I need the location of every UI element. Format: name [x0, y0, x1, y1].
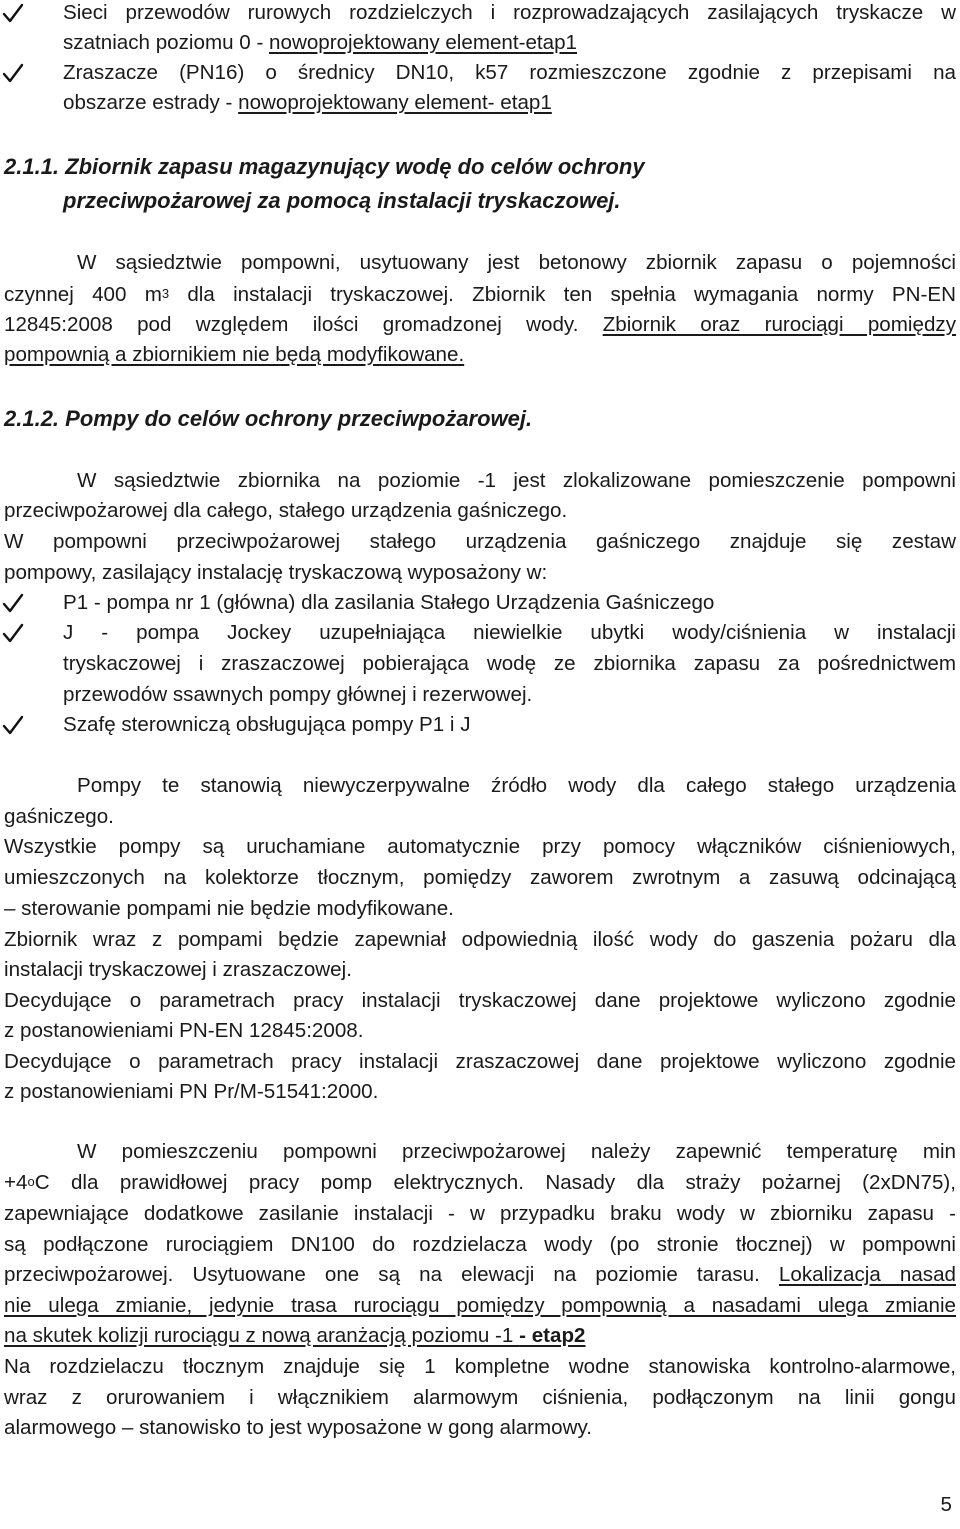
- paragraph-line: Decydujące o parametrach pracy instalacji zraszaczowej dane projektowe wyliczono zgodnie: [4, 1050, 956, 1073]
- paragraph-line: 12845:2008 pod względem ilości gromadzonej wody. Zbiornik oraz rurociągi pomiędzy: [4, 313, 956, 336]
- paragraph-line: Pompy te stanowią niewyczerpywalne źródło wody dla całego stałego urządzenia: [77, 774, 956, 797]
- section-heading: przeciwpożarowej za pomocą instalacji tryskaczowej.: [63, 188, 621, 213]
- page-number: 5: [940, 1493, 952, 1516]
- paragraph-line: pompowy, zasilający instalację tryskaczową wyposażony w:: [4, 561, 548, 584]
- paragraph-line: W pompowni przeciwpożarowej stałego urządzenia gaśniczego znajduje się zestaw: [4, 530, 956, 553]
- paragraph-line: wraz z orurowaniem i włącznikiem alarmowym ciśnienia, podłączonym na linii gongu: [4, 1386, 956, 1409]
- paragraph-line: Decydujące o parametrach pracy instalacji tryskaczowej dane projektowe wyliczono zgodnie: [4, 989, 956, 1012]
- checkmark-icon: [2, 62, 24, 84]
- list-item-text: P1 - pompa nr 1 (główna) dla zasilania Stałego Urządzenia Gaśniczego: [63, 591, 715, 614]
- paragraph-line: są podłączone rurociągiem DN100 do rozdzielacza wody (po stronie tłocznej) w pompowni: [4, 1233, 956, 1256]
- paragraph-line: umieszczonych na kolektorze tłocznym, pomiędzy zaworem zwrotnym a zasuwą odcinającą: [4, 866, 956, 889]
- paragraph-line: – sterowanie pompami nie będzie modyfikowane.: [4, 897, 454, 920]
- paragraph-line: W sąsiedztwie zbiornika na poziomie -1 jest zlokalizowane pomieszczenie pompowni: [77, 469, 956, 492]
- paragraph-line: nie ulega zmianie, jedynie trasa rurociągu pomiędzy pompownią a nasadami ulega zmianie: [4, 1294, 956, 1317]
- checkmark-icon: [2, 622, 24, 644]
- paragraph-line: instalacji tryskaczowej i zraszaczowej.: [4, 958, 352, 981]
- paragraph-line: pompownią a zbiornikiem nie będą modyfikowane.: [4, 343, 465, 366]
- paragraph-line: $+4^oC$ dla prawidłowej pracy pomp elektrycznych. Nasady dla straży pożarnej (2xDN75),: [4, 1171, 956, 1194]
- list-item-text: Szafę sterowniczą obsługująca pompy P1 i J: [63, 713, 471, 736]
- paragraph-line: przeciwpożarowej dla całego, stałego urządzenia gaśniczego.: [4, 499, 568, 522]
- section-heading: 2.1.1. Zbiornik zapasu magazynujący wodę do celów ochrony: [4, 154, 645, 179]
- paragraph-line: czynnej 400 $m^3$ dla instalacji tryskaczowej. Zbiornik ten spełnia wymagania normy PN-EN: [4, 283, 956, 306]
- paragraph-line: z postanowieniami PN Pr/M-51541:2000.: [4, 1080, 379, 1103]
- section-heading: 2.1.2. Pompy do celów ochrony przeciwpożarowej.: [4, 406, 533, 431]
- paragraph-line: przeciwpożarowej. Usytuowane one są na elewacji na poziomie tarasu. Lokalizacja nasad: [4, 1263, 956, 1286]
- paragraph-line: alarmowego – stanowisko to jest wyposażone w gong alarmowy.: [4, 1416, 592, 1439]
- list-item-text: Zraszacze (PN16) o średnicy DN10, k57 rozmieszczone zgodnie z przepisami na: [63, 61, 956, 84]
- paragraph-line: Na rozdzielaczu tłocznym znajduje się 1 kompletne wodne stanowiska kontrolno-alarmowe,: [4, 1355, 956, 1378]
- checkmark-icon: [2, 2, 24, 24]
- paragraph-line: Zbiornik wraz z pompami będzie zapewniał odpowiednią ilość wody do gaszenia pożaru dla: [4, 928, 956, 951]
- paragraph-line: zapewniające dodatkowe zasilanie instalacji - w przypadku braku wody w zbiorniku zapasu -: [4, 1202, 956, 1225]
- paragraph-line: W pomieszczeniu pompowni przeciwpożarowej należy zapewnić temperaturę min: [77, 1140, 956, 1163]
- paragraph-line: Wszystkie pompy są uruchamiane automatycznie przy pomocy włączników ciśnieniowych,: [4, 835, 956, 858]
- list-item-text: Sieci przewodów rurowych rozdzielczych i rozprowadzających zasilających tryskacze w: [63, 1, 956, 24]
- checkmark-icon: [2, 714, 24, 736]
- paragraph-line: W sąsiedztwie pompowni, usytuowany jest betonowy zbiornik zapasu o pojemności: [77, 251, 956, 274]
- list-item-text: przewodów ssawnych pompy głównej i rezerwowej.: [63, 683, 533, 706]
- list-item-text: obszarze estrady - nowoprojektowany element- etap1: [63, 91, 552, 114]
- list-item-text: szatniach poziomu 0 - nowoprojektowany element-etap1: [63, 31, 577, 54]
- paragraph-line: z postanowieniami PN-EN 12845:2008.: [4, 1019, 364, 1042]
- paragraph-line: na skutek kolizji rurociągu z nową aranżacją poziomu -1 - etap2: [4, 1324, 586, 1347]
- list-item-text: tryskaczowej i zraszaczowej pobierająca wodę ze zbiornika zapasu za pośrednictwem: [63, 652, 956, 675]
- checkmark-icon: [2, 592, 24, 614]
- paragraph-line: gaśniczego.: [4, 805, 114, 828]
- list-item-text: J - pompa Jockey uzupełniająca niewielkie ubytki wody/ciśnienia w instalacji: [63, 621, 956, 644]
